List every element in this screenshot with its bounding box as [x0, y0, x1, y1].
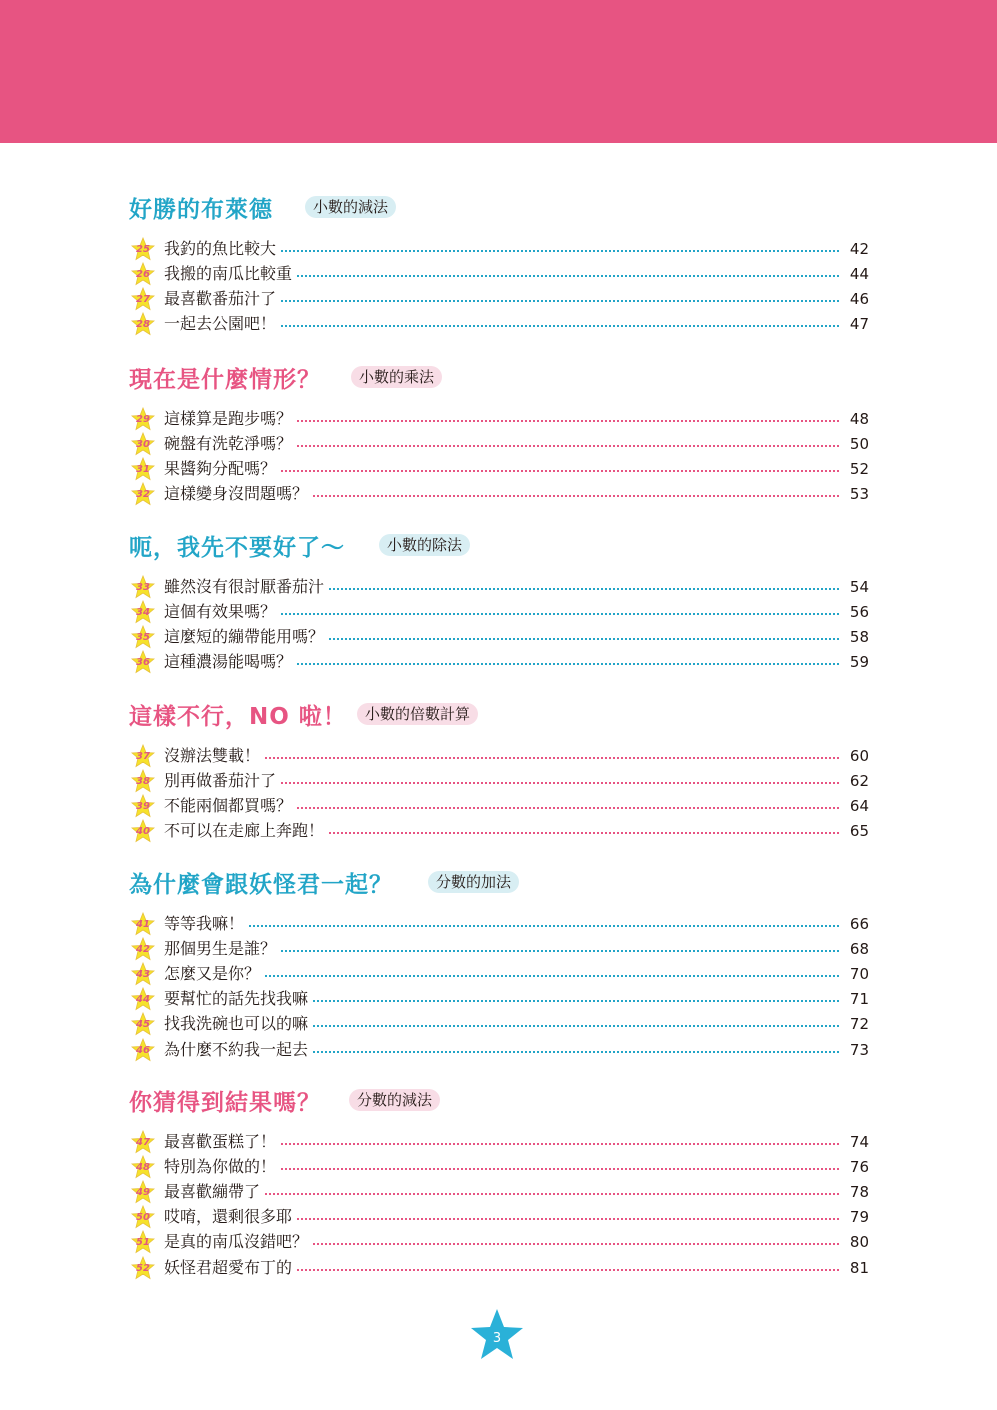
section-topic-badge: 小數的減法 — [305, 196, 396, 218]
entry-page-number: 47 — [849, 315, 869, 333]
toc-section — [0, 1084, 997, 1277]
entry-title: 不能兩個都買嗎？ — [164, 795, 296, 817]
section-title: 為什麼會跟妖怪君一起？ — [129, 872, 393, 898]
toc-entry[interactable] — [0, 1181, 997, 1206]
toc-entry[interactable] — [0, 1156, 997, 1181]
star-icon — [131, 744, 155, 768]
toc-entry[interactable] — [0, 263, 997, 288]
entry-page-number: 70 — [849, 965, 869, 983]
page-number: 3 — [492, 1331, 502, 1346]
star-icon — [131, 312, 155, 336]
chapter-number: 42 — [136, 944, 150, 955]
chapter-number: 38 — [136, 776, 150, 787]
dotted-leader — [165, 757, 839, 759]
chapter-number: 34 — [136, 607, 150, 618]
section-title: 這樣不行，NO 啦！ — [129, 704, 347, 730]
chapter-number: 30 — [136, 439, 150, 450]
section-title: 呃，我先不要好了～ — [129, 535, 345, 561]
page-number-badge — [469, 1307, 525, 1363]
toc-entry[interactable] — [0, 963, 997, 988]
entry-page-number: 54 — [849, 578, 869, 596]
toc-entry[interactable] — [0, 408, 997, 433]
toc-entry[interactable] — [0, 988, 997, 1013]
top-banner — [0, 0, 997, 143]
chapter-number: 52 — [136, 1263, 150, 1274]
toc-section — [0, 361, 997, 503]
section-title: 你猜得到結果嗎？ — [129, 1090, 321, 1116]
dotted-leader — [165, 975, 839, 977]
entry-title: 一起去公園吧！ — [164, 313, 280, 335]
star-icon — [131, 407, 155, 431]
entry-page-number: 78 — [849, 1183, 869, 1201]
entry-page-number: 76 — [849, 1158, 869, 1176]
entry-title: 哎唷，還剩很多耶 — [164, 1206, 296, 1228]
entry-title: 等等我嘛！ — [164, 913, 248, 935]
entry-title: 是真的南瓜沒錯吧？ — [164, 1231, 312, 1253]
chapter-number: 45 — [136, 1019, 150, 1030]
star-icon — [131, 432, 155, 456]
entry-title: 這個有效果嗎？ — [164, 601, 280, 623]
entry-title: 要幫忙的話先找我嘛 — [164, 988, 312, 1010]
star-icon — [131, 1256, 155, 1280]
dotted-leader — [165, 925, 839, 927]
toc-entry[interactable] — [0, 483, 997, 508]
toc-section — [0, 698, 997, 840]
entry-page-number: 71 — [849, 990, 869, 1008]
toc-entry[interactable] — [0, 626, 997, 651]
section-topic-badge: 小數的除法 — [379, 534, 470, 556]
chapter-number: 47 — [136, 1137, 150, 1148]
star-icon — [131, 769, 155, 793]
entry-title: 特別為你做的！ — [164, 1156, 280, 1178]
entry-title: 果醬夠分配嗎？ — [164, 458, 280, 480]
entry-title: 找我洗碗也可以的嘛 — [164, 1013, 312, 1035]
entry-page-number: 64 — [849, 797, 869, 815]
entry-title: 這樣算是跑步嗎？ — [164, 408, 296, 430]
star-icon — [131, 962, 155, 986]
chapter-number: 29 — [136, 414, 150, 425]
entry-title: 那個男生是誰？ — [164, 938, 280, 960]
toc-section — [0, 529, 997, 671]
star-icon — [131, 650, 155, 674]
entry-title: 這種濃湯能喝嗎？ — [164, 651, 296, 673]
section-header — [0, 191, 997, 231]
entry-title: 最喜歡繃帶了 — [164, 1181, 264, 1203]
star-icon — [131, 794, 155, 818]
entry-page-number: 50 — [849, 435, 869, 453]
star-icon — [131, 457, 155, 481]
toc-section — [0, 866, 997, 1059]
chapter-number: 40 — [136, 826, 150, 837]
chapter-number: 41 — [136, 919, 150, 930]
entry-page-number: 44 — [849, 265, 869, 283]
entry-page-number: 79 — [849, 1208, 869, 1226]
chapter-number: 27 — [136, 294, 150, 305]
toc-entry[interactable] — [0, 576, 997, 601]
star-icon — [131, 1038, 155, 1062]
entry-title: 怎麼又是你？ — [164, 963, 264, 985]
toc-entry[interactable] — [0, 913, 997, 938]
entry-page-number: 72 — [849, 1015, 869, 1033]
star-icon — [131, 912, 155, 936]
entry-page-number: 59 — [849, 653, 869, 671]
entry-page-number: 74 — [849, 1133, 869, 1151]
star-icon — [131, 819, 155, 843]
entry-page-number: 52 — [849, 460, 869, 478]
toc-entry[interactable] — [0, 1039, 997, 1064]
section-header — [0, 866, 997, 906]
section-header — [0, 529, 997, 569]
entry-page-number: 62 — [849, 772, 869, 790]
entry-title: 沒辦法雙載！ — [164, 745, 264, 767]
toc-entry[interactable] — [0, 1013, 997, 1038]
entry-page-number: 81 — [849, 1259, 869, 1277]
toc-entry[interactable] — [0, 770, 997, 795]
toc-section — [0, 191, 997, 333]
star-icon — [131, 1012, 155, 1036]
chapter-number: 37 — [136, 751, 150, 762]
star-icon — [131, 625, 155, 649]
toc-entry[interactable] — [0, 938, 997, 963]
entry-title: 雖然沒有很討厭番茄汁 — [164, 576, 328, 598]
entry-page-number: 53 — [849, 485, 869, 503]
entry-title: 為什麼不約我一起去 — [164, 1039, 312, 1061]
section-topic-badge: 分數的減法 — [349, 1089, 440, 1111]
toc-entry[interactable] — [0, 601, 997, 626]
chapter-number: 46 — [136, 1045, 150, 1056]
chapter-number: 28 — [136, 319, 150, 330]
entry-title: 這麼短的繃帶能用嗎？ — [164, 626, 328, 648]
toc-entry[interactable] — [0, 238, 997, 263]
entry-title: 最喜歡番茄汁了 — [164, 288, 280, 310]
entry-page-number: 65 — [849, 822, 869, 840]
toc-entry[interactable] — [0, 313, 997, 338]
entry-page-number: 48 — [849, 410, 869, 428]
section-header — [0, 698, 997, 738]
section-topic-badge: 小數的倍數計算 — [357, 703, 478, 725]
star-icon — [131, 1205, 155, 1229]
chapter-number: 36 — [136, 657, 150, 668]
section-title: 現在是什麼情形？ — [129, 367, 321, 393]
star-icon — [131, 1180, 155, 1204]
star-icon — [131, 575, 155, 599]
entry-title: 我搬的南瓜比較重 — [164, 263, 296, 285]
chapter-number: 48 — [136, 1162, 150, 1173]
dotted-leader — [165, 1193, 839, 1195]
section-title: 好勝的布萊德 — [129, 197, 273, 223]
chapter-number: 25 — [136, 244, 150, 255]
star-icon — [131, 482, 155, 506]
toc-entry[interactable] — [0, 458, 997, 483]
star-icon — [131, 600, 155, 624]
toc-entry[interactable] — [0, 1257, 997, 1282]
star-icon — [131, 937, 155, 961]
entry-page-number: 56 — [849, 603, 869, 621]
star-icon — [131, 987, 155, 1011]
chapter-number: 26 — [136, 269, 150, 280]
star-icon — [131, 1230, 155, 1254]
chapter-number: 35 — [136, 632, 150, 643]
chapter-number: 33 — [136, 582, 150, 593]
entry-page-number: 42 — [849, 240, 869, 258]
chapter-number: 32 — [136, 489, 150, 500]
chapter-number: 51 — [136, 1237, 150, 1248]
section-topic-badge: 小數的乘法 — [351, 366, 442, 388]
star-icon — [131, 287, 155, 311]
entry-page-number: 66 — [849, 915, 869, 933]
entry-page-number: 73 — [849, 1041, 869, 1059]
chapter-number: 49 — [136, 1187, 150, 1198]
entry-page-number: 60 — [849, 747, 869, 765]
chapter-number: 39 — [136, 801, 150, 812]
toc-entry[interactable] — [0, 433, 997, 458]
entry-page-number: 68 — [849, 940, 869, 958]
toc-entry[interactable] — [0, 1231, 997, 1256]
entry-page-number: 58 — [849, 628, 869, 646]
entry-title: 我釣的魚比較大 — [164, 238, 280, 260]
entry-title: 這樣變身沒問題嗎？ — [164, 483, 312, 505]
entry-page-number: 46 — [849, 290, 869, 308]
section-topic-badge: 分數的加法 — [428, 871, 519, 893]
entry-title: 碗盤有洗乾淨嗎？ — [164, 433, 296, 455]
star-icon — [131, 262, 155, 286]
chapter-number: 43 — [136, 969, 150, 980]
toc-entry[interactable] — [0, 795, 997, 820]
section-header — [0, 361, 997, 401]
entry-page-number: 80 — [849, 1233, 869, 1251]
star-icon — [131, 237, 155, 261]
star-icon — [131, 1130, 155, 1154]
toc-entry[interactable] — [0, 1206, 997, 1231]
entry-title: 別再做番茄汁了 — [164, 770, 280, 792]
entry-title: 最喜歡蛋糕了！ — [164, 1131, 280, 1153]
toc-entry[interactable] — [0, 288, 997, 313]
toc-entry[interactable] — [0, 651, 997, 676]
toc-entry[interactable] — [0, 745, 997, 770]
star-icon — [131, 1155, 155, 1179]
chapter-number: 44 — [136, 994, 150, 1005]
section-header — [0, 1084, 997, 1124]
toc-entry[interactable] — [0, 820, 997, 845]
toc-entry[interactable] — [0, 1131, 997, 1156]
chapter-number: 50 — [136, 1212, 150, 1223]
entry-title: 妖怪君超愛布丁的 — [164, 1257, 296, 1279]
chapter-number: 31 — [136, 464, 150, 475]
entry-title: 不可以在走廊上奔跑！ — [164, 820, 328, 842]
